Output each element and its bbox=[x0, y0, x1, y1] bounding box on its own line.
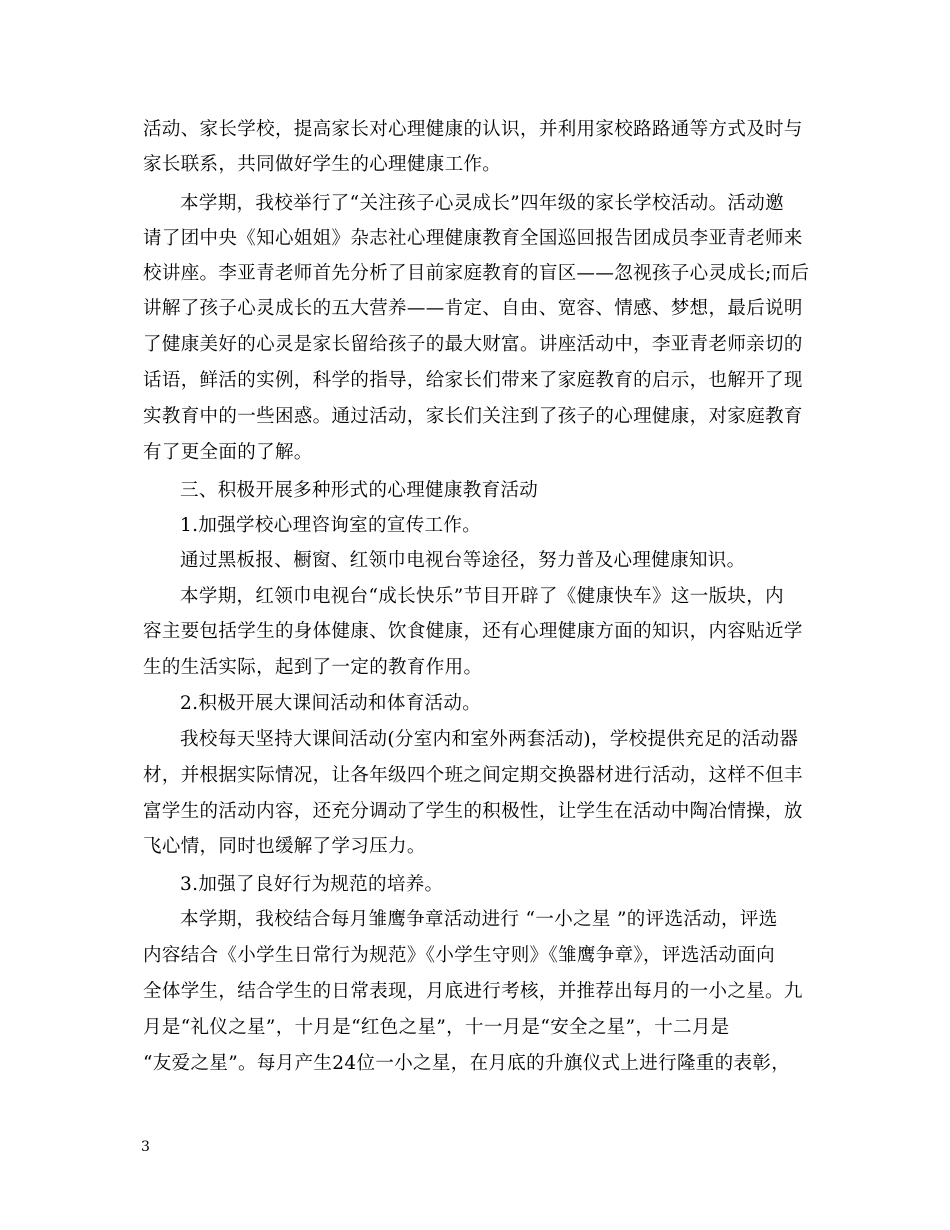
subsection-heading: 3.加强了良好行为规范的培养。 bbox=[180, 874, 444, 895]
text-line: 有了更全面的了解。 bbox=[143, 442, 313, 463]
section-heading: 三、积极开展多种形式的心理健康教育活动 bbox=[180, 480, 539, 501]
text-line: 飞心情，同时也缓解了学习压力。 bbox=[143, 836, 426, 857]
page-number: 3 bbox=[141, 1139, 150, 1155]
text-line: 讲解了孩子心灵成长的五大营养——肯定、自由、宽容、情感、梦想，最后说明 bbox=[143, 298, 803, 319]
text-line: 本学期，红领巾电视台“成长快乐”节目开辟了《健康快车》这一版块，内 bbox=[180, 586, 784, 607]
text-line: 容主要包括学生的身体健康、饮食健康，还有心理健康方面的知识，内容贴近学 bbox=[143, 621, 803, 642]
text-line: 校讲座。李亚青老师首先分析了目前家庭教育的盲区——忽视孩子心灵成长;而后 bbox=[143, 263, 810, 284]
text-line: 内容结合《小学生日常行为规范》《小学生守则》《雏鹰争章》，评选活动面向 bbox=[143, 945, 776, 966]
text-line: 全体学生，结合学生的日常表现，月底进行考核，并推荐出每月的一小之星。九 bbox=[143, 981, 803, 1002]
text-line: 本学期，我校举行了“关注孩子心灵成长”四年级的家长学校活动。活动邀 bbox=[180, 193, 784, 214]
text-line: 我校每天坚持大课间活动(分室内和室外两套活动)，学校提供充足的活动器 bbox=[180, 729, 799, 750]
text-line: 了健康美好的心灵是家长留给孩子的最大财富。讲座活动中，李亚青老师亲切的 bbox=[143, 334, 803, 355]
text-line: 月是“礼仪之星”，十月是“红色之星”，十一月是“安全之星”，十二月是 bbox=[143, 1017, 730, 1038]
text-line: 话语，鲜活的实例，科学的指导，给家长们带来了家庭教育的启示，也解开了现 bbox=[143, 370, 803, 391]
text-line: “友爱之星”。每月产生24位一小之星，在月底的升旗仪式上进行隆重的表彰， bbox=[143, 1053, 791, 1074]
text-line: 实教育中的一些困惑。通过活动，家长们关注到了孩子的心理健康，对家庭教育 bbox=[143, 406, 803, 427]
text-line: 材，并根据实际情况，让各年级四个班之间定期交换器材进行活动，这样不但丰 bbox=[143, 765, 803, 786]
text-line: 家长联系，共同做好学生的心理健康工作。 bbox=[143, 154, 502, 175]
text-line: 请了团中央《知心姐姐》杂志社心理健康教育全国巡回报告团成员李亚青老师来 bbox=[143, 228, 803, 249]
text-line: 富学生的活动内容，还充分调动了学生的积极性，让学生在活动中陶冶情操，放 bbox=[143, 801, 803, 822]
text-line: 本学期，我校结合每月雏鹰争章活动进行 “一小之星 ”的评选活动，评选 bbox=[180, 909, 778, 930]
text-line: 通过黑板报、橱窗、红领巾电视台等途径，努力普及心理健康知识。 bbox=[180, 550, 746, 571]
subsection-heading: 2.积极开展大课间活动和体育活动。 bbox=[180, 693, 482, 714]
text-line: 生的生活实际，起到了一定的教育作用。 bbox=[143, 657, 483, 678]
text-line: 活动、家长学校，提高家长对心理健康的认识，并利用家校路路通等方式及时与 bbox=[143, 119, 803, 140]
subsection-heading: 1.加强学校心理咨询室的宣传工作。 bbox=[180, 515, 482, 536]
